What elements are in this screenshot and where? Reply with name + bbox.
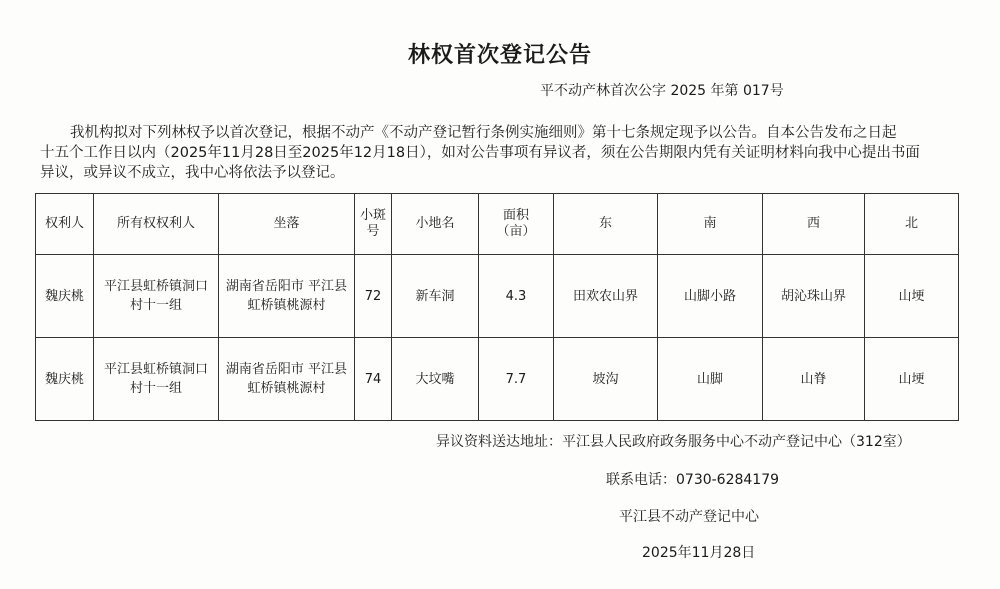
header-area-line2: （亩） bbox=[496, 224, 536, 239]
header-plot-no-line1: 小斑 bbox=[359, 208, 386, 223]
cell-location bbox=[219, 338, 355, 421]
paragraph-line: 十五个工作日以内（2025年11月28日至2025年12月18日），如对公告事项有异议者，须在公告期限内凭有关证明材料向我中心提出书面 bbox=[40, 145, 920, 161]
header-location: 坐落 bbox=[219, 194, 355, 255]
header-place-name: 小地名 bbox=[392, 194, 479, 255]
cell-location-line2: 虹桥镇桃源村 bbox=[247, 381, 326, 396]
notice-paragraph bbox=[40, 123, 960, 183]
header-east: 东 bbox=[554, 194, 658, 255]
cell-owner: 魏庆桃 bbox=[36, 338, 94, 421]
table-row bbox=[36, 338, 959, 421]
table-row bbox=[36, 255, 959, 338]
objection-address: 异议资料送达地址：平江县人民政府政务服务中心不动产登记中心（312室） bbox=[436, 434, 911, 450]
paragraph-line: 我机构拟对下列林权予以首次登记，根据不动产《不动产登记暂行条例实施细则》第十七条规定现予以公告。自本公告发布之日起 bbox=[70, 125, 897, 141]
cell-all-owner bbox=[94, 255, 219, 338]
header-west: 西 bbox=[763, 194, 865, 255]
header-plot-no-line2: 号 bbox=[366, 224, 380, 239]
contact-phone: 联系电话：0730-6284179 bbox=[606, 472, 780, 488]
header-plot-no bbox=[355, 194, 392, 255]
header-north: 北 bbox=[865, 194, 959, 255]
header-all-owner: 所有权权利人 bbox=[94, 194, 219, 255]
cell-west: 胡沁珠山界 bbox=[763, 255, 865, 338]
cell-all-owner-line1: 平江县虹桥镇洞口 bbox=[103, 279, 208, 294]
header-owner: 权利人 bbox=[36, 194, 94, 255]
cell-all-owner-line2: 村十一组 bbox=[129, 298, 182, 313]
registration-table bbox=[35, 193, 959, 421]
cell-east: 坡沟 bbox=[554, 338, 658, 421]
cell-plot-no: 72 bbox=[355, 255, 392, 338]
cell-west: 山脊 bbox=[763, 338, 865, 421]
cell-location-line1: 湖南省岳阳市 平江县 bbox=[225, 362, 348, 377]
cell-place-name: 大坟嘴 bbox=[392, 338, 479, 421]
cell-location-line1: 湖南省岳阳市 平江县 bbox=[225, 279, 348, 294]
cell-north: 山埂 bbox=[865, 255, 959, 338]
table-header-row bbox=[36, 194, 959, 255]
header-area bbox=[479, 194, 554, 255]
document-number: 平不动产林首次公字 2025 年第 017号 bbox=[540, 83, 784, 99]
issue-date: 2025年11月28日 bbox=[642, 545, 756, 561]
header-area-line1: 面积 bbox=[502, 208, 529, 223]
cell-location-line2: 虹桥镇桃源村 bbox=[247, 298, 326, 313]
notice-title: 林权首次登记公告 bbox=[407, 43, 592, 68]
cell-owner: 魏庆桃 bbox=[36, 255, 94, 338]
cell-all-owner bbox=[94, 338, 219, 421]
cell-east: 田欢农山界 bbox=[554, 255, 658, 338]
cell-location bbox=[219, 255, 355, 338]
cell-all-owner-line2: 村十一组 bbox=[129, 381, 182, 396]
cell-south: 山脚小路 bbox=[658, 255, 763, 338]
cell-plot-no: 74 bbox=[355, 338, 392, 421]
cell-place-name: 新车洞 bbox=[392, 255, 479, 338]
cell-north: 山埂 bbox=[865, 338, 959, 421]
header-south: 南 bbox=[658, 194, 763, 255]
cell-all-owner-line1: 平江县虹桥镇洞口 bbox=[103, 362, 208, 377]
cell-south: 山脚 bbox=[658, 338, 763, 421]
cell-area: 4.3 bbox=[479, 255, 554, 338]
cell-area: 7.7 bbox=[479, 338, 554, 421]
paragraph-line: 异议，或异议不成立，我中心将依法予以登记。 bbox=[40, 165, 345, 181]
issuing-authority: 平江县不动产登记中心 bbox=[619, 509, 759, 525]
